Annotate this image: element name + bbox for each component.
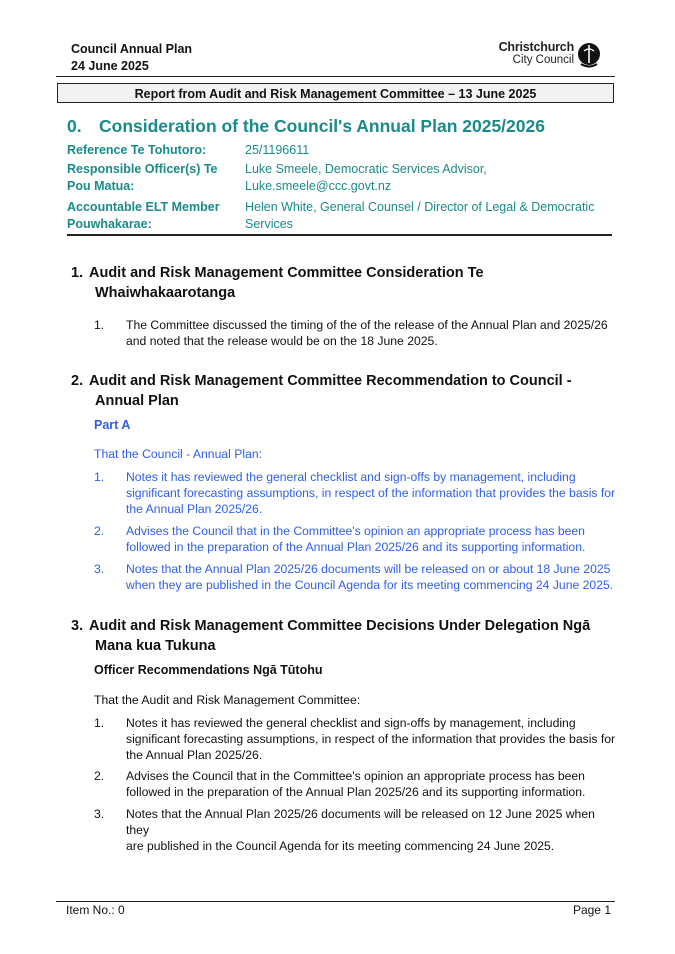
footer-item-no: Item No.: 0 (66, 903, 125, 917)
item-line: followed in the preparation of the Annual Plan 2025/26 and its supporting information. (126, 540, 586, 554)
elt-value-line-1: Helen White, General Counsel / Director of Legal & Democratic (245, 200, 595, 214)
item-line: the Annual Plan 2025/26. (126, 748, 263, 762)
item-number: 1. (94, 318, 105, 332)
item-text (126, 523, 616, 555)
elt-label-line-2: Pouwhakarae: (67, 217, 152, 231)
elt-label-line-1: Accountable ELT Member (67, 200, 220, 214)
meta-divider (67, 234, 612, 236)
section-3-heading (71, 616, 611, 656)
page-title (67, 116, 545, 137)
section-3-heading-line-1: Audit and Risk Management Committee Decisions Under Delegation Ngā (89, 618, 591, 634)
item-line: Notes it has reviewed the general checklist and sign-offs by management, including (126, 470, 576, 484)
section-1-heading (71, 263, 611, 303)
section-1-heading-line-1: Audit and Risk Management Committee Consideration Te (89, 265, 484, 281)
report-banner: Report from Audit and Risk Management Committee – 13 June 2025 (57, 83, 614, 103)
item-line: significant forecasting assumptions, in respect of the information that provides the basis for (126, 486, 616, 500)
item-number: 2. (94, 524, 105, 538)
elt-value (245, 199, 615, 233)
item-line: are published in the Council Agenda for its meeting commencing 24 June 2025. (126, 839, 555, 853)
doc-date: 24 June 2025 (71, 59, 149, 73)
item-line: significant forecasting assumptions, in respect of the information that provides the basis for (126, 732, 616, 746)
item-number: 3. (94, 807, 105, 821)
section-2-heading-line-1: Audit and Risk Management Committee Recommendation to Council - (89, 373, 572, 389)
elt-value-line-2: Services (245, 217, 293, 231)
item-text (126, 561, 616, 593)
footer-page-number: Page 1 (572, 903, 611, 917)
officer-value (245, 161, 615, 195)
item-line: the Annual Plan 2025/26. (126, 502, 263, 516)
officer-email: Luke.smeele@ccc.govt.nz (245, 179, 392, 193)
item-line: when they are published in the Council Agenda for its meeting commencing 24 June 2025. (126, 578, 614, 592)
section-3-heading-line-2: Mana kua Tukuna (95, 638, 216, 654)
officer-label (67, 161, 237, 195)
section-1-heading-line-2: Whaiwhakaarotanga (95, 285, 236, 301)
officer-label-line-2: Pou Matua: (67, 179, 135, 193)
section-3-number: 3. (71, 618, 84, 634)
title-number: 0. (67, 116, 82, 136)
title-text: Consideration of the Council's Annual Plan 2025/2026 (99, 116, 545, 136)
reference-label: Reference Te Tohutoro: (67, 143, 207, 157)
item-text (126, 806, 616, 854)
section-3-intro: That the Audit and Risk Management Committee: (94, 693, 361, 707)
section-2-heading (71, 371, 611, 411)
item-line: Advises the Council that in the Committee's opinion an appropriate process has been (126, 769, 585, 783)
council-emblem-icon (576, 42, 602, 69)
elt-label (67, 199, 237, 233)
officer-label-line-1: Responsible Officer(s) Te (67, 162, 218, 176)
reference-value: 25/1196611 (245, 143, 310, 157)
item-line: Notes that the Annual Plan 2025/26 documents will be released on or about 18 June 2025 (126, 562, 611, 576)
logo-line-2: City Council (512, 54, 574, 66)
doc-title: Council Annual Plan (71, 42, 193, 56)
council-logo (496, 41, 606, 71)
item-line: The Committee discussed the timing of the of the release of the Annual Plan and 2025/26 (126, 318, 608, 332)
logo-line-1: Christchurch (498, 40, 574, 54)
item-line: Advises the Council that in the Committee's opinion an appropriate process has been (126, 524, 585, 538)
page-header (71, 41, 192, 75)
item-number: 2. (94, 769, 105, 783)
item-number: 1. (94, 716, 105, 730)
section-2-number: 2. (71, 373, 84, 389)
item-line: followed in the preparation of the Annual Plan 2025/26 and its supporting information. (126, 785, 586, 799)
part-a-label: Part A (94, 418, 131, 432)
header-divider (56, 76, 615, 77)
item-number: 1. (94, 470, 105, 484)
item-text (126, 715, 616, 763)
item-number: 3. (94, 562, 105, 576)
item-line: and noted that the release would be on the 18 June 2025. (126, 334, 438, 348)
item-line: Notes it has reviewed the general checklist and sign-offs by management, including (126, 716, 576, 730)
footer-divider (56, 901, 615, 902)
item-line: Notes that the Annual Plan 2025/26 documents will be released on 12 June 2025 when they (126, 807, 595, 837)
officer-recommendations-label: Officer Recommendations Ngā Tūtohu (94, 663, 323, 677)
item-text (126, 469, 616, 517)
item-text (126, 317, 616, 349)
officer-name: Luke Smeele, Democratic Services Advisor, (245, 162, 487, 176)
section-2-intro: That the Council - Annual Plan: (94, 447, 263, 461)
item-text (126, 768, 616, 800)
section-2-heading-line-2: Annual Plan (95, 393, 179, 409)
section-1-number: 1. (71, 265, 84, 281)
